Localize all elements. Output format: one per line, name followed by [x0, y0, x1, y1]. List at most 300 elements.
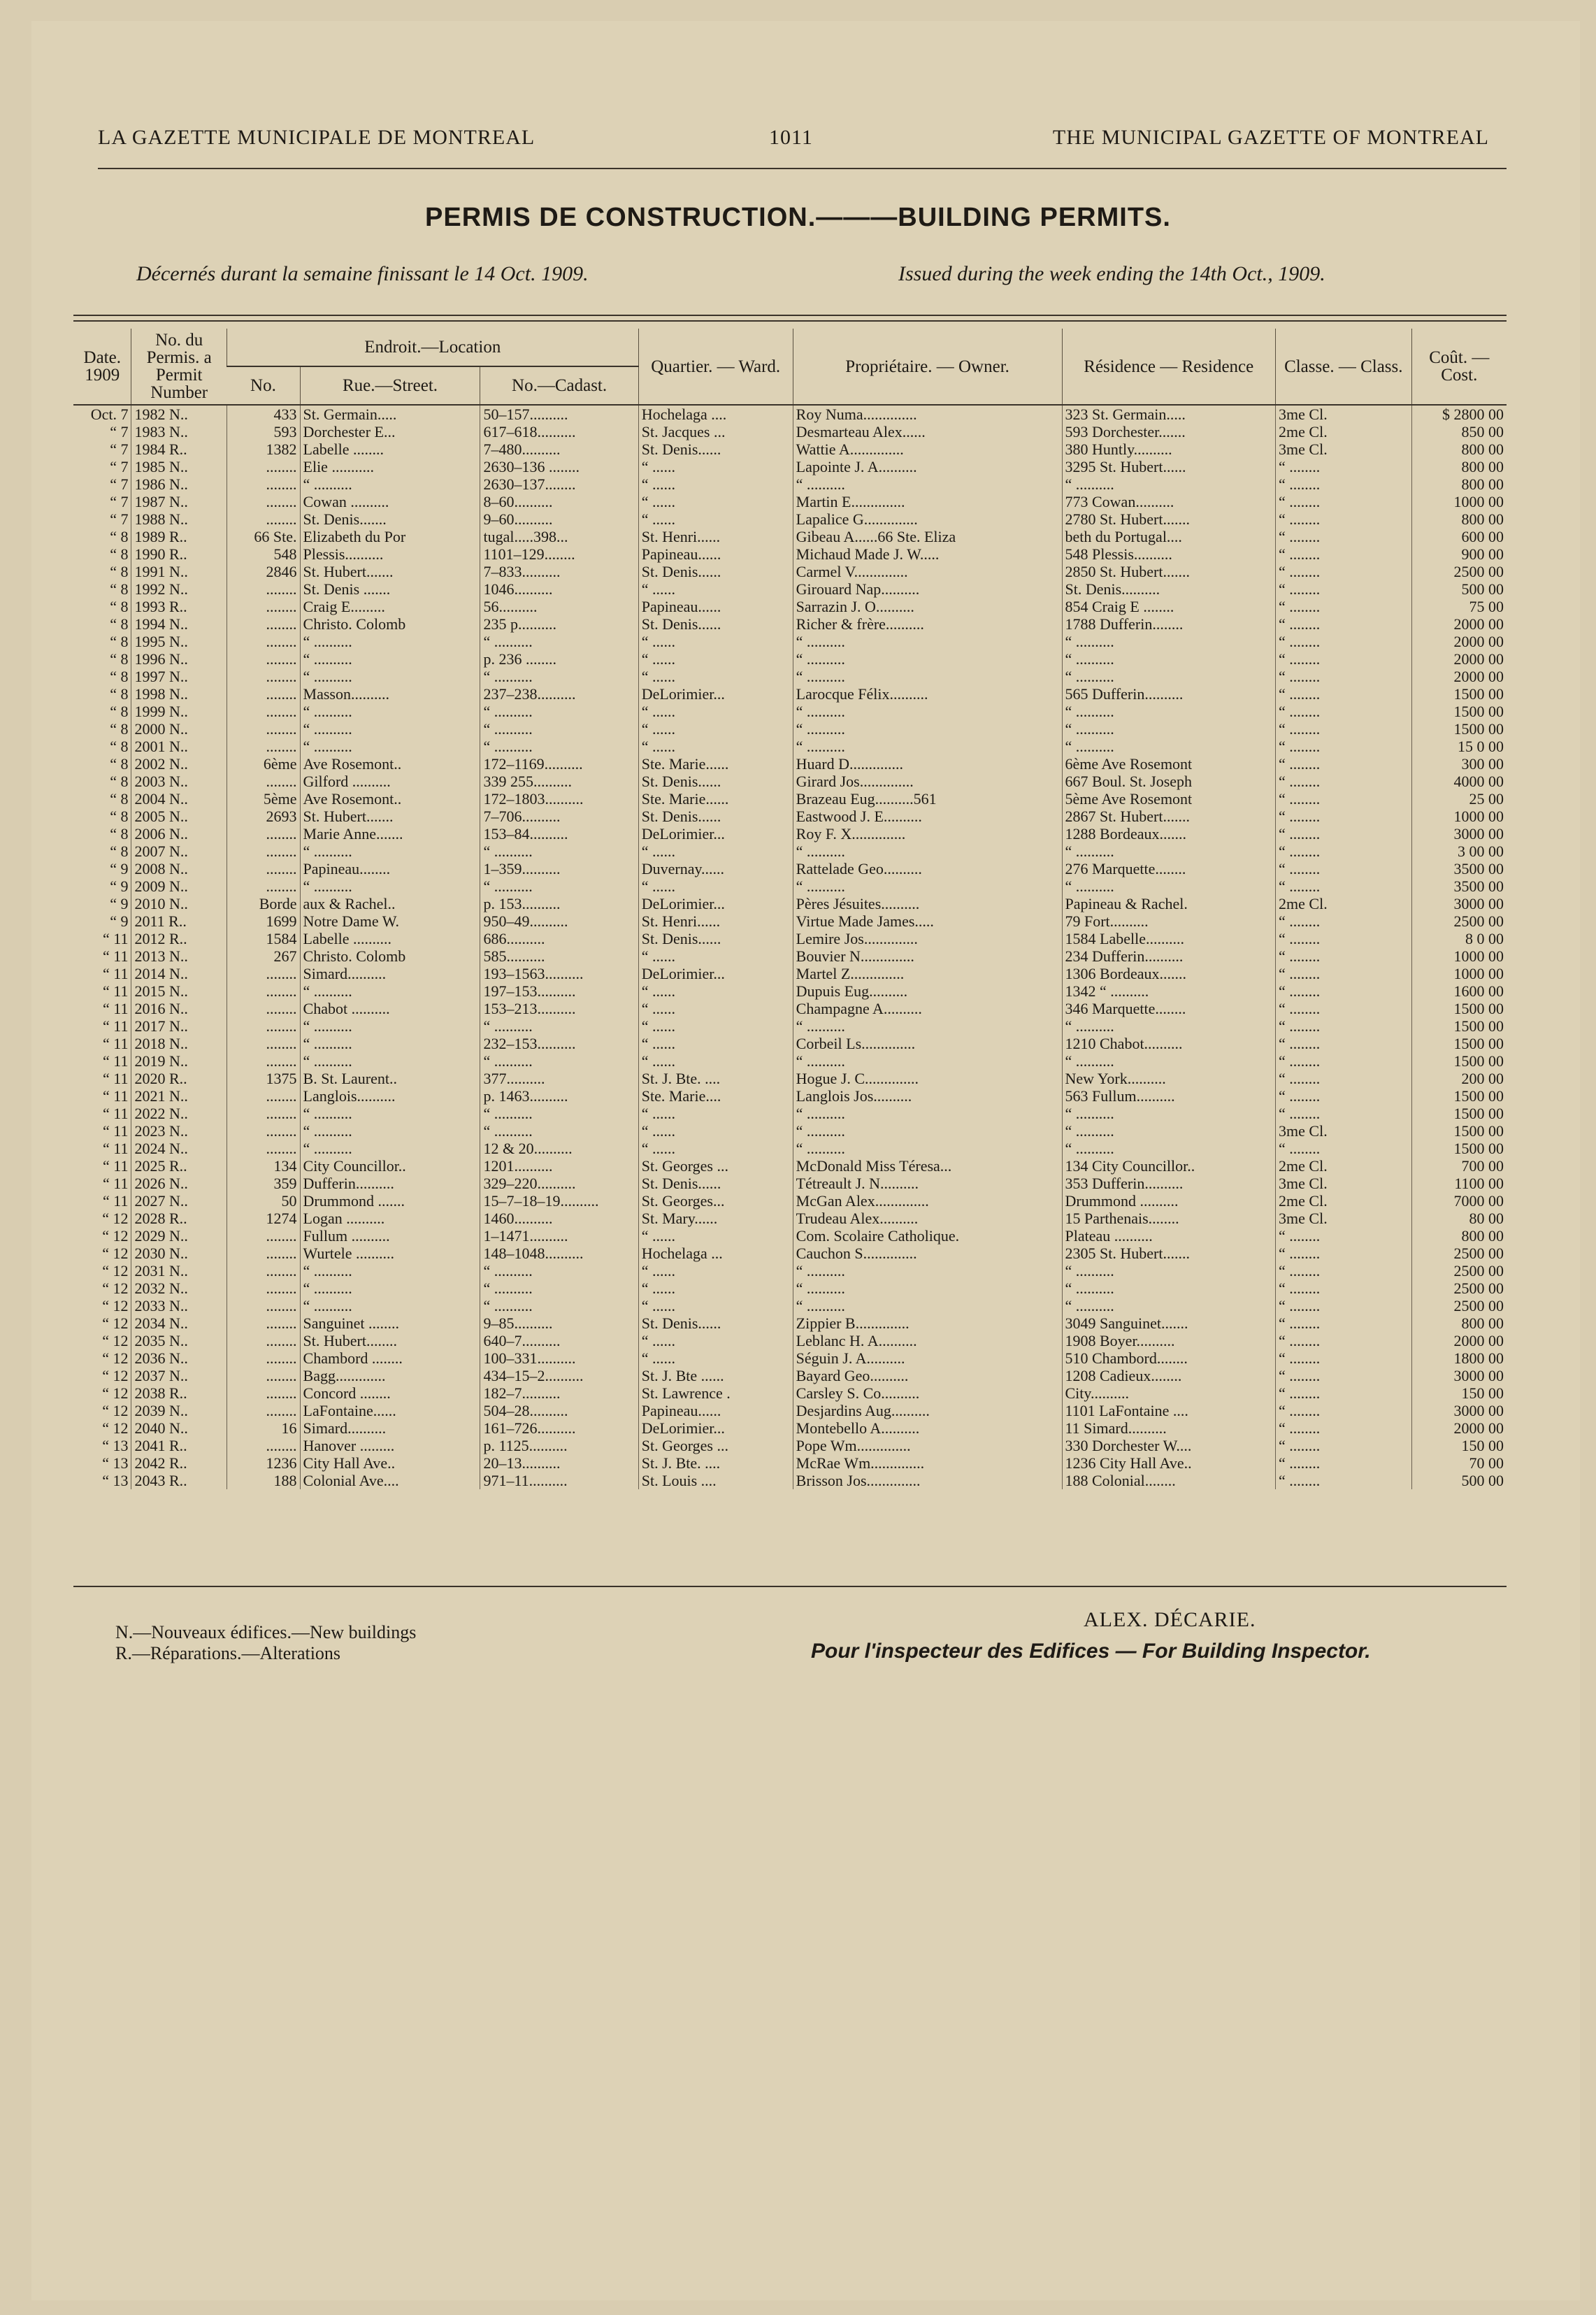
cell-date: “ 8 [110, 685, 129, 703]
cell-no: ........ [227, 1087, 300, 1105]
cell-ward: St. J. Bte ...... [638, 1367, 793, 1384]
legend-alterations: R.—Réparations.—Alterations [115, 1643, 341, 1663]
cell-street: Fullum .......... [300, 1227, 480, 1245]
cell-permit: 1989 R.. [131, 528, 227, 545]
cell-cad: 329–220.......... [480, 1175, 638, 1192]
cell-owner: Sarrazin J. O.......... [793, 598, 1062, 615]
cell-ward: St. Louis .... [638, 1472, 793, 1489]
cell-cad: “ .......... [480, 1105, 638, 1122]
cell-ward: “ ...... [638, 843, 793, 860]
cell-res: Drummond .......... [1062, 1192, 1276, 1210]
cell-owner: “ .......... [793, 650, 1062, 668]
cell-ward: “ ...... [638, 1035, 793, 1052]
cell-date: “ 8 [110, 615, 129, 633]
cell-ward: “ ...... [638, 510, 793, 528]
cell-ward: St. Jacques ... [638, 423, 793, 440]
table-row [73, 633, 1507, 650]
cell-res: 1342 “ .......... [1062, 982, 1276, 1000]
cell-cost: 2500 00 [1411, 912, 1507, 930]
cell-no: Borde [227, 895, 300, 912]
cell-owner: “ .......... [793, 1052, 1062, 1070]
cell-permit: 2003 N.. [131, 773, 227, 790]
cell-cad: 153–213.......... [480, 1000, 638, 1017]
cell-owner: Martel Z.............. [793, 965, 1062, 982]
cell-no: ........ [227, 720, 300, 738]
cell-street: Elie ........... [300, 458, 480, 475]
cell-cost: 1000 00 [1411, 947, 1507, 965]
cell-no: 50 [227, 1192, 300, 1210]
table-row [73, 1192, 1507, 1210]
cell-street: “ .......... [300, 982, 480, 1000]
cell-cad: 1–359.......... [480, 860, 638, 877]
cell-no: ........ [227, 1140, 300, 1157]
cell-permit: 2040 N.. [131, 1419, 227, 1437]
cell-ward: “ ...... [638, 458, 793, 475]
cell-permit: 1998 N.. [131, 685, 227, 703]
cell-permit: 1993 R.. [131, 598, 227, 615]
cell-cad: 172–1169.......... [480, 755, 638, 773]
cell-ward: St. Henri...... [638, 912, 793, 930]
cell-cost: 2000 00 [1411, 650, 1507, 668]
cell-street: “ .......... [300, 668, 480, 685]
cell-cad: 235 p.......... [480, 615, 638, 633]
cell-date: “ 8 [110, 580, 129, 598]
cell-res: “ .......... [1062, 720, 1276, 738]
cell-cost: 1800 00 [1411, 1349, 1507, 1367]
cell-cost: 3000 00 [1411, 1402, 1507, 1419]
cell-cad: “ .......... [480, 738, 638, 755]
cell-date: “ 12 [102, 1262, 129, 1280]
cell-ward: “ ...... [638, 1052, 793, 1070]
cell-cost: 1500 00 [1411, 1035, 1507, 1052]
cell-cls: “ ........ [1276, 860, 1412, 877]
cell-cad: 2630–137........ [480, 475, 638, 493]
cell-no: 134 [227, 1157, 300, 1175]
cell-res: St. Denis.......... [1062, 580, 1276, 598]
cell-ward: Papineau...... [638, 598, 793, 615]
cell-date: “ 8 [110, 755, 129, 773]
table-row [73, 1402, 1507, 1419]
cell-no: ........ [227, 1314, 300, 1332]
col-location: Endroit.—Location [227, 329, 638, 366]
cell-no: 2846 [227, 563, 300, 580]
cell-no: ........ [227, 738, 300, 755]
cell-owner: Lemire Jos.............. [793, 930, 1062, 947]
cell-cls: “ ........ [1276, 1402, 1412, 1419]
cell-res: 563 Fullum.......... [1062, 1087, 1276, 1105]
cell-cad: p. 1125.......... [480, 1437, 638, 1454]
cell-street: “ .......... [300, 720, 480, 738]
cell-date: “ 12 [102, 1245, 129, 1262]
cell-permit: 1985 N.. [131, 458, 227, 475]
cell-ward: DeLorimier... [638, 1419, 793, 1437]
cell-cad: tugal.....398... [480, 528, 638, 545]
cell-cost: 4000 00 [1411, 773, 1507, 790]
cell-date: “ 8 [110, 545, 129, 563]
cell-no: ........ [227, 1367, 300, 1384]
cell-res: “ .......... [1062, 877, 1276, 895]
table-row [73, 895, 1507, 912]
cell-no: 2693 [227, 808, 300, 825]
cell-cls: “ ........ [1276, 685, 1412, 703]
cell-no: ........ [227, 1437, 300, 1454]
cell-res: 1288 Bordeaux....... [1062, 825, 1276, 843]
cell-no: ........ [227, 965, 300, 982]
cell-cost: 25 00 [1411, 790, 1507, 808]
cell-no: 1236 [227, 1454, 300, 1472]
cell-no: ........ [227, 598, 300, 615]
cell-res: 346 Marquette........ [1062, 1000, 1276, 1017]
cell-cls: “ ........ [1276, 808, 1412, 825]
cell-cost: 80 00 [1411, 1210, 1507, 1227]
cell-owner: Lapointe J. A.......... [793, 458, 1062, 475]
cell-permit: 2011 R.. [131, 912, 227, 930]
cell-cost: 1500 00 [1411, 1122, 1507, 1140]
cell-cost: 15 0 00 [1411, 738, 1507, 755]
cell-res: 773 Cowan.......... [1062, 493, 1276, 510]
cell-ward: “ ...... [638, 1105, 793, 1122]
cell-street: “ .......... [300, 1052, 480, 1070]
cell-street: Dufferin.......... [300, 1175, 480, 1192]
cell-no: ........ [227, 668, 300, 685]
cell-cad: 197–153.......... [480, 982, 638, 1000]
cell-res: 330 Dorchester W.... [1062, 1437, 1276, 1454]
cell-permit: 2023 N.. [131, 1122, 227, 1140]
cell-cad: 585.......... [480, 947, 638, 965]
cell-owner: “ .......... [793, 703, 1062, 720]
cell-ward: St. Denis...... [638, 1314, 793, 1332]
header-french-title: LA GAZETTE MUNICIPALE DE MONTREAL [98, 126, 535, 149]
cell-date: “ 8 [110, 825, 129, 843]
cell-date: “ 8 [110, 703, 129, 720]
cell-res: 5ème Ave Rosemont [1062, 790, 1276, 808]
cell-street: City Councillor.. [300, 1157, 480, 1175]
cell-no: ........ [227, 1245, 300, 1262]
cell-cad: p. 153.......... [480, 895, 638, 912]
table-row [73, 668, 1507, 685]
table-row [73, 1070, 1507, 1087]
cell-date: “ 9 [110, 860, 129, 877]
cell-ward: St. Denis...... [638, 773, 793, 790]
cell-cad: 7–480.......... [480, 440, 638, 458]
cell-permit: 2012 R.. [131, 930, 227, 947]
table-top-rule-2 [73, 320, 1507, 322]
cell-owner: McRae Wm.............. [793, 1454, 1062, 1472]
cell-date: “ 12 [102, 1419, 129, 1437]
cell-cls: “ ........ [1276, 1297, 1412, 1314]
table-row [73, 1384, 1507, 1402]
cell-date: “ 11 [103, 947, 129, 965]
cell-res: 1208 Cadieux........ [1062, 1367, 1276, 1384]
cell-no: ........ [227, 1035, 300, 1052]
cell-ward: St. Denis...... [638, 808, 793, 825]
cell-cost: 2500 00 [1411, 1262, 1507, 1280]
table-row [73, 930, 1507, 947]
cell-ward: Ste. Marie...... [638, 755, 793, 773]
cell-res: 380 Huntly.......... [1062, 440, 1276, 458]
cell-ward: “ ...... [638, 1227, 793, 1245]
table-row [73, 510, 1507, 528]
table-row [73, 1332, 1507, 1349]
subtitle-english: Issued during the week ending the 14th Oct., 1909. [898, 262, 1325, 285]
cell-cost: 3000 00 [1411, 1367, 1507, 1384]
cell-owner: Pères Jésuites.......... [793, 895, 1062, 912]
cell-owner: Huard D.............. [793, 755, 1062, 773]
cell-ward: “ ...... [638, 633, 793, 650]
cell-cls: “ ........ [1276, 1454, 1412, 1472]
table-row [73, 1297, 1507, 1314]
cell-res: 323 St. Germain..... [1062, 405, 1276, 423]
cell-res: “ .......... [1062, 475, 1276, 493]
cell-street: Concord ........ [300, 1384, 480, 1402]
cell-res: “ .......... [1062, 1052, 1276, 1070]
cell-no: ........ [227, 1052, 300, 1070]
cell-res: Papineau & Rachel. [1062, 895, 1276, 912]
table-row [73, 1140, 1507, 1157]
cell-cls: “ ........ [1276, 493, 1412, 510]
cell-res: 1101 LaFontaine .... [1062, 1402, 1276, 1419]
cell-date: “ 11 [103, 1122, 129, 1140]
cell-ward: DeLorimier... [638, 895, 793, 912]
cell-street: Gilford .......... [300, 773, 480, 790]
cell-owner: Roy Numa.............. [793, 405, 1062, 423]
cell-res: “ .......... [1062, 1140, 1276, 1157]
cell-cad: “ .......... [480, 1297, 638, 1314]
cell-permit: 2022 N.. [131, 1105, 227, 1122]
cell-cad: 20–13.......... [480, 1454, 638, 1472]
cell-no: 5ème [227, 790, 300, 808]
cell-date: “ 12 [102, 1210, 129, 1227]
cell-res: 353 Dufferin.......... [1062, 1175, 1276, 1192]
cell-cad: 1101–129........ [480, 545, 638, 563]
cell-permit: 2037 N.. [131, 1367, 227, 1384]
cell-cad: 339 255.......... [480, 773, 638, 790]
cell-date: “ 11 [103, 1140, 129, 1157]
page-number: 1011 [769, 126, 813, 149]
cell-permit: 2015 N.. [131, 982, 227, 1000]
cell-cls: “ ........ [1276, 475, 1412, 493]
cell-permit: 2033 N.. [131, 1297, 227, 1314]
table-row [73, 493, 1507, 510]
cell-date: “ 11 [103, 1192, 129, 1210]
cell-permit: 1986 N.. [131, 475, 227, 493]
cell-no: ........ [227, 475, 300, 493]
cell-cls: “ ........ [1276, 965, 1412, 982]
cell-res: Plateau .......... [1062, 1227, 1276, 1245]
table-row [73, 475, 1507, 493]
cell-cost: 200 00 [1411, 1070, 1507, 1087]
cell-street: St. Denis ....... [300, 580, 480, 598]
cell-no: ........ [227, 510, 300, 528]
cell-ward: “ ...... [638, 1122, 793, 1140]
cell-ward: St. Mary...... [638, 1210, 793, 1227]
cell-cls: “ ........ [1276, 615, 1412, 633]
cell-cls: 2me Cl. [1276, 1157, 1412, 1175]
cell-ward: St. J. Bte. .... [638, 1454, 793, 1472]
cell-date: “ 8 [110, 563, 129, 580]
cell-no: 6ème [227, 755, 300, 773]
cell-owner: Hogue J. C.............. [793, 1070, 1062, 1087]
col-cadast: No.—Cadast. [480, 366, 638, 405]
cell-permit: 2018 N.. [131, 1035, 227, 1052]
header-rule [98, 168, 1507, 169]
cell-cost: 2500 00 [1411, 1280, 1507, 1297]
cell-cost: 70 00 [1411, 1454, 1507, 1472]
cell-cls: “ ........ [1276, 912, 1412, 930]
cell-owner: “ .......... [793, 633, 1062, 650]
cell-no: ........ [227, 458, 300, 475]
cell-cad: 15–7–18–19.......... [480, 1192, 638, 1210]
cell-cad: 9–60.......... [480, 510, 638, 528]
cell-ward: Ste. Marie.... [638, 1087, 793, 1105]
cell-street: Colonial Ave.... [300, 1472, 480, 1489]
legend [115, 1622, 416, 1664]
cell-cost: 1500 00 [1411, 1017, 1507, 1035]
cell-cls: 3me Cl. [1276, 1210, 1412, 1227]
cell-cost: 1500 00 [1411, 1000, 1507, 1017]
cell-cad: 686.......... [480, 930, 638, 947]
cell-owner: Wattie A.............. [793, 440, 1062, 458]
cell-owner: “ .......... [793, 720, 1062, 738]
table-row [73, 1210, 1507, 1227]
cell-cost: 7000 00 [1411, 1192, 1507, 1210]
cell-street: Logan .......... [300, 1210, 480, 1227]
cell-cls: “ ........ [1276, 1419, 1412, 1437]
cell-cad: “ .......... [480, 668, 638, 685]
cell-cad: “ .......... [480, 1052, 638, 1070]
cell-permit: 1988 N.. [131, 510, 227, 528]
cell-cost: 800 00 [1411, 475, 1507, 493]
cell-street: “ .......... [300, 1122, 480, 1140]
cell-cost: 2000 00 [1411, 1332, 1507, 1349]
cell-ward: St. Denis...... [638, 563, 793, 580]
cell-cls: “ ........ [1276, 703, 1412, 720]
cell-permit: 2030 N.. [131, 1245, 227, 1262]
cell-street: LaFontaine...... [300, 1402, 480, 1419]
table-row [73, 598, 1507, 615]
cell-res: 667 Boul. St. Joseph [1062, 773, 1276, 790]
cell-street: Langlois.......... [300, 1087, 480, 1105]
cell-street: Masson.......... [300, 685, 480, 703]
cell-no: ........ [227, 1280, 300, 1297]
cell-date: “ 12 [102, 1384, 129, 1402]
cell-street: Bagg............. [300, 1367, 480, 1384]
cell-cad: 2630–136 ........ [480, 458, 638, 475]
cell-permit: 2004 N.. [131, 790, 227, 808]
cell-ward: “ ...... [638, 947, 793, 965]
cell-permit: 1983 N.. [131, 423, 227, 440]
cell-owner: Zippier B.............. [793, 1314, 1062, 1332]
cell-date: “ 7 [110, 458, 129, 475]
cell-date: “ 7 [110, 493, 129, 510]
table-row [73, 1035, 1507, 1052]
cell-cost: 1600 00 [1411, 982, 1507, 1000]
cell-permit: 1995 N.. [131, 633, 227, 650]
cell-cost: 1500 00 [1411, 1052, 1507, 1070]
cell-street: “ .......... [300, 1035, 480, 1052]
cell-ward: St. Denis...... [638, 930, 793, 947]
cell-cost: 800 00 [1411, 458, 1507, 475]
cell-cost: 2000 00 [1411, 615, 1507, 633]
cell-street: St. Germain..... [300, 405, 480, 423]
cell-street: “ .......... [300, 1105, 480, 1122]
cell-street: Dorchester E... [300, 423, 480, 440]
subtitle-french: Décernés durant la semaine finissant le 14 Oct. 1909. [136, 262, 589, 285]
cell-cls: “ ........ [1276, 843, 1412, 860]
cell-no: 1274 [227, 1210, 300, 1227]
cell-res: 1236 City Hall Ave.. [1062, 1454, 1276, 1472]
cell-permit: 2026 N.. [131, 1175, 227, 1192]
cell-owner: Brisson Jos.............. [793, 1472, 1062, 1489]
cell-cad: 172–1803.......... [480, 790, 638, 808]
cell-ward: St. Georges ... [638, 1437, 793, 1454]
cell-cad: 8–60.......... [480, 493, 638, 510]
cell-ward: “ ...... [638, 475, 793, 493]
cell-permit: 1997 N.. [131, 668, 227, 685]
cell-owner: “ .......... [793, 1017, 1062, 1035]
cell-street: “ .......... [300, 738, 480, 755]
cell-date: “ 11 [103, 965, 129, 982]
cell-res: 3049 Sanguinet....... [1062, 1314, 1276, 1332]
cell-cost: 150 00 [1411, 1437, 1507, 1454]
cell-res: “ .......... [1062, 1017, 1276, 1035]
table-row [73, 912, 1507, 930]
cell-no: ........ [227, 982, 300, 1000]
table-row [73, 528, 1507, 545]
cell-cad: “ .......... [480, 703, 638, 720]
cell-ward: St. Lawrence . [638, 1384, 793, 1402]
col-permit: No. du Permis. a Permit Number [131, 329, 227, 405]
cell-cost: 2500 00 [1411, 563, 1507, 580]
cell-res: beth du Portugal.... [1062, 528, 1276, 545]
cell-date: “ 8 [110, 843, 129, 860]
cell-cost: 2000 00 [1411, 633, 1507, 650]
cell-res: 188 Colonial........ [1062, 1472, 1276, 1489]
table-row [73, 1105, 1507, 1122]
cell-owner: Richer & frère.......... [793, 615, 1062, 633]
cell-res: 79 Fort.......... [1062, 912, 1276, 930]
cell-permit: 2028 R.. [131, 1210, 227, 1227]
cell-no: ........ [227, 843, 300, 860]
cell-owner: Michaud Made J. W..... [793, 545, 1062, 563]
cell-owner: Séguin J. A.......... [793, 1349, 1062, 1367]
cell-cost: 1000 00 [1411, 808, 1507, 825]
cell-cad: 7–833.......... [480, 563, 638, 580]
cell-ward: “ ...... [638, 1349, 793, 1367]
cell-permit: 2034 N.. [131, 1314, 227, 1332]
cell-no: 16 [227, 1419, 300, 1437]
cell-cls: “ ........ [1276, 510, 1412, 528]
cell-cad: 12 & 20.......... [480, 1140, 638, 1157]
cell-street: “ .......... [300, 1297, 480, 1314]
cell-ward: “ ...... [638, 493, 793, 510]
cell-street: “ .......... [300, 1140, 480, 1157]
table-row [73, 755, 1507, 773]
cell-date: “ 11 [103, 1175, 129, 1192]
cell-cad: 7–706.......... [480, 808, 638, 825]
table-row [73, 1349, 1507, 1367]
col-class: Classe. — Class. [1276, 329, 1412, 405]
cell-cls: “ ........ [1276, 528, 1412, 545]
cell-street: Simard.......... [300, 1419, 480, 1437]
cell-permit: 1994 N.. [131, 615, 227, 633]
table-row [73, 1087, 1507, 1105]
cell-cls: “ ........ [1276, 773, 1412, 790]
cell-no: ........ [227, 703, 300, 720]
cell-date: “ 8 [110, 633, 129, 650]
cell-cost: 600 00 [1411, 528, 1507, 545]
signer-name: ALEX. DÉCARIE. [1084, 1608, 1256, 1631]
